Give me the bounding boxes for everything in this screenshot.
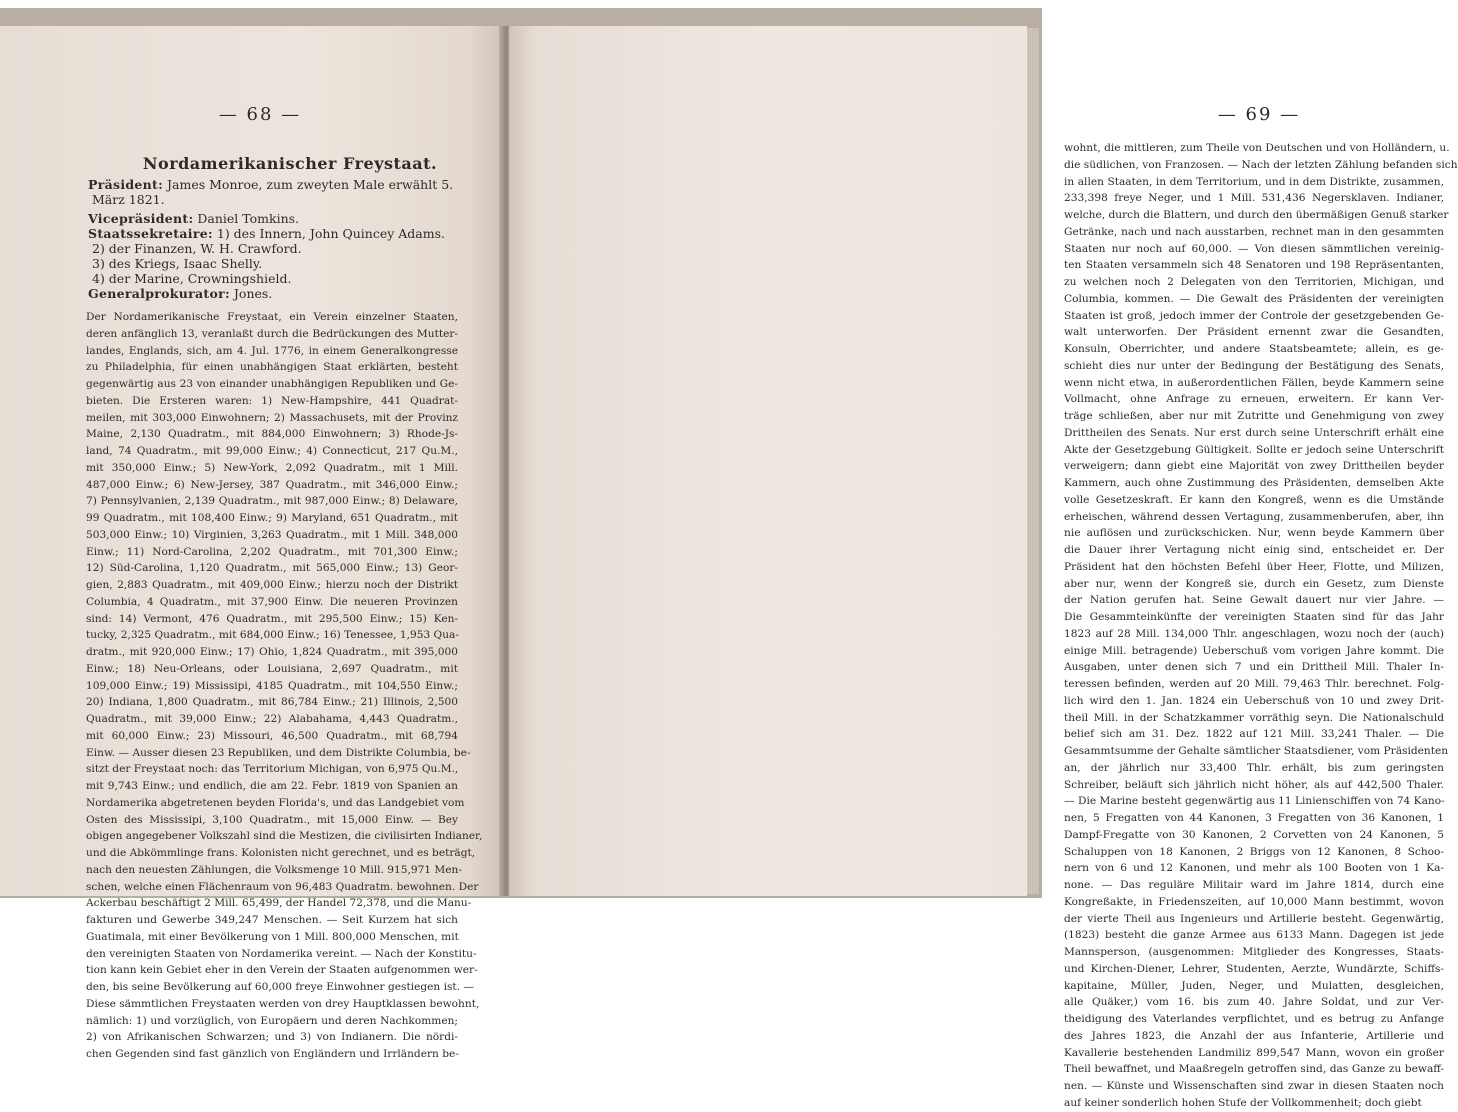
text-line: wohnt, die mittleren, zum Theile von Deutschen und von Holländern, u. — [1064, 142, 1450, 154]
text-line: Staaten ist groß, jedoch immer der Controle der gesetzgebenden Ge- — [1064, 309, 1444, 322]
text-line: gegenwärtig aus 23 von einander unabhängigen Republiken und Ge- — [86, 378, 458, 390]
text-line: Einw. — Ausser diesen 23 Republiken, und dem Distrikte Columbia, be- — [86, 746, 471, 759]
text-line: des Jahres 1823, die Anzahl der aus Infanterie, Artillerie und — [1064, 1029, 1444, 1042]
text-line: theidigung des Vaterlandes verpflichtet, und es betrug zu Anfange — [1064, 1013, 1444, 1025]
text-line: nämlich: 1) und vorzüglich, von Europäern und deren Nachkommen; — [86, 1014, 458, 1027]
text-line: Kavallerie bestehenden Landmiliz 899,547 Mann, wovon ein großer — [1064, 1046, 1444, 1059]
text-line: der vierte Theil aus Ingenieurs und Artillerie besteht. Gegenwärtig, — [1064, 912, 1444, 925]
text-line: 2) von Afrikanischen Schwarzen; und 3) von Indianern. Die nördi- — [86, 1031, 458, 1044]
text-line: zu welchen noch 2 Delegaten von den Territorien, Michigan, und — [1064, 276, 1444, 288]
text-line: fakturen und Gewerbe 349,247 Menschen. — Seit Kurzem hat sich — [86, 914, 458, 926]
text-line: nie auflösen und zurückschicken. Nur, wenn beyde Kammern über — [1064, 527, 1444, 540]
text-line: verweigern; dann giebt eine Majorität von zwey Drittheilen beyder — [1064, 460, 1444, 473]
text-line: Konsuln, Oberrichter, und andere Staatsbeamtete; allein, es ge- — [1064, 343, 1444, 355]
text-line: chen Gegenden sind fast gänzlich von Engländern und Irrländern be- — [86, 1048, 459, 1060]
text-line: Dampf-Fregatte von 30 Kanonen, 2 Corvetten von 24 Kanonen, 5 — [1064, 828, 1444, 841]
text-line: teressen befinden, werden auf 20 Mill. 79,463 Thlr. berechnet. Folg- — [1064, 678, 1444, 690]
right-body-text — [1064, 140, 1458, 1112]
text-line: schieht dies nur unter der Bedingung der Bestätigung des Senats, — [1064, 359, 1444, 372]
page-number-69: — 69 — — [1217, 104, 1301, 125]
text-line: Maine, 2,130 Quadratm., mit 884,000 Einwohnern; 3) Rhode-Js- — [86, 428, 458, 441]
official-role: Staatssekretaire: — [88, 226, 213, 241]
text-line: sind: 14) Vermont, 476 Quadratm., mit 295,500 Einw.; 15) Ken- — [86, 612, 458, 625]
text-line: mit 350,000 Einw.; 5) New-York, 2,092 Quadratm., mit 1 Mill. — [86, 461, 458, 474]
text-line: dratm., mit 920,000 Einw.; 17) Ohio, 1,824 Quadratm., mit 395,000 — [86, 646, 458, 658]
text-line: Ausgaben, unter denen sich 7 und ein Drittheil Mill. Thaler In- — [1064, 661, 1444, 674]
text-line: den vereinigten Staaten von Nordamerika vereint. — Nach der Konstitu- — [86, 947, 477, 960]
text-line: Drittheilen des Senats. Nur erst durch seine Unterschrift erhält eine — [1064, 426, 1444, 439]
text-line: 109,000 Einw.; 19) Mississipi, 4185 Quadratm., mit 104,550 Einw.; — [86, 679, 458, 692]
text-line: ten Staaten versammeln sich 48 Senatoren und 198 Repräsentanten, — [1064, 259, 1444, 272]
page-number-68: — 68 — — [218, 104, 302, 125]
text-line: lich wird den 1. Jan. 1824 ein Ueberschuß von 10 und zwey Drit- — [1064, 694, 1444, 707]
text-line: die südlichen, von Franzosen. — Nach der letzten Zählung befanden sich — [1064, 158, 1458, 171]
page-edges — [1027, 28, 1039, 894]
text-line: 99 Quadratm., mit 108,400 Einw.; 9) Maryland, 651 Quadratm., mit — [86, 512, 458, 524]
official-name: Daniel Tomkins. — [197, 211, 300, 226]
text-line: Gesammtsumme der Gehalte sämtlicher Staatsdiener, vom Präsidenten — [1064, 745, 1449, 757]
official-name: 3) des Kriegs, Isaac Shelly. — [92, 256, 263, 271]
text-line: schen, welche einen Flächenraum von 96,483 Quadratm. bewohnen. Der — [86, 880, 479, 893]
text-line: mit 9,743 Einw.; und endlich, die am 22. Febr. 1819 von Spanien an — [86, 780, 458, 792]
text-line: bieten. Die Ersteren waren: 1) New-Hampshire, 441 Quadrat- — [86, 394, 458, 407]
text-line: Schaluppen von 18 Kanonen, 2 Briggs von 12 Kanonen, 8 Schoo- — [1064, 845, 1444, 858]
text-line: nen. — Künste und Wissenschaften sind zwar in diesen Staaten noch — [1064, 1080, 1444, 1092]
text-line: der Nation gerufen hat. Seine Gewalt dauert nur vier Jahre. — — [1064, 594, 1444, 607]
text-line: obigen angegebener Volkszahl sind die Mestizen, die civilisirten Indianer, — [86, 830, 483, 843]
text-line: Vollmacht, ohne Anfrage zu erneuen, erweitern. Er kann Ver- — [1064, 393, 1444, 406]
text-line: Theil bewaffnet, und Maaßregeln getroffen sind, das Ganze zu bewaff- — [1064, 1063, 1444, 1076]
official-name: James Monroe, zum zweyten Male erwählt 5. — [167, 177, 454, 192]
text-line: aber nur, wenn der Kongreß sie, durch ein Gesetz, zum Dienste — [1064, 577, 1444, 590]
text-line: deren anfänglich 13, veranlaßt durch die Bedrückungen des Mutter- — [86, 327, 458, 340]
text-line: Kongreßakte, in Friedenszeiten, auf 10,000 Mann bestimmt, wovon — [1064, 895, 1444, 908]
text-line: Ackerbau beschäftigt 2 Mill. 65,499, der Handel 72,378, und die Manu- — [86, 897, 472, 910]
open-book — [0, 8, 1458, 1109]
text-line: an, der jährlich nur 33,400 Thlr. erhält, bis zum geringsten — [1064, 761, 1444, 774]
official-name: 2) der Finanzen, W. H. Crawford. — [92, 241, 302, 256]
text-line: und Kirchen-Diener, Lehrer, Studenten, Aerzte, Wundärzte, Schiffs- — [1064, 962, 1444, 975]
text-line: und die Abkömmlinge frans. Kolonisten nicht gerechnet, und es beträgt, — [86, 847, 476, 859]
text-line: welche, durch die Blattern, und durch den übermäßigen Genuß starker — [1064, 209, 1449, 221]
left-body-text — [86, 309, 483, 1063]
text-line: (1823) besteht die ganze Armee aus 6133 Mann. Dagegen ist jede — [1064, 929, 1444, 942]
text-line: Columbia, 4 Quadratm., mit 37,900 Einw. Die neueren Provinzen — [86, 595, 458, 608]
text-line: — Die Marine besteht gegenwärtig aus 11 Linienschiffen von 74 Kano- — [1064, 795, 1445, 808]
text-line: 7) Pennsylvanien, 2,139 Quadratm., mit 987,000 Einw.; 8) Delaware, — [86, 495, 458, 508]
text-line: nach den neuesten Zählungen, die Volksmenge 10 Mill. 915,971 Men- — [86, 863, 462, 876]
text-line: 233,398 freye Neger, und 1 Mill. 531,436 Negersklaven. Indianer, — [1064, 192, 1444, 205]
text-line: Einw.; 11) Nord-Carolina, 2,202 Quadratm., mit 701,300 Einw.; — [86, 545, 458, 558]
official-role: Präsident: — [88, 177, 164, 192]
text-line: einige Mill. betragende) Ueberschuß vom vorigen Jahre kommt. Die — [1064, 644, 1444, 657]
text-line: Schreiber, beläuft sich jährlich nicht höher, als auf 442,500 Thaler. — [1064, 778, 1444, 791]
official-name: März 1821. — [92, 192, 165, 207]
text-line: land, 74 Quadratm., mit 99,000 Einw.; 4) Connecticut, 217 Qu.M., — [86, 445, 458, 457]
text-line: Osten des Mississipi, 3,100 Quadratm., mit 15,000 Einw. — Bey — [86, 813, 458, 826]
text-line: Präsident hat den höchsten Befehl über Heer, Flotte, und Milizen, — [1064, 560, 1444, 573]
text-line: in allen Staaten, in dem Territorium, und in dem Distrikte, zusammen, — [1064, 175, 1444, 188]
text-line: zu Philadelphia, für einen unabhängigen Staat erklärten, besteht — [86, 361, 458, 374]
text-line: Kammern, auch ohne Zustimmung des Präsidenten, demselben Akte — [1064, 477, 1444, 489]
text-line: volle Gesetzeskraft. Er kann den Kongreß, wenn es die Umstände — [1064, 493, 1444, 506]
text-line: 1823 auf 28 Mill. 134,000 Thlr. angeschlagen, wozu noch der (auch) — [1064, 627, 1444, 640]
text-line: 487,000 Einw.; 6) New-Jersey, 387 Quadratm., mit 346,000 Einw.; — [86, 478, 458, 491]
text-line: Guatimala, mit einer Bevölkerung von 1 Mill. 800,000 Menschen, mit — [86, 930, 459, 943]
text-line: Columbia, kommen. — Die Gewalt des Präsidenten der vereinigten — [1064, 292, 1444, 305]
text-line: Nordamerika abgetretenen beyden Florida's, und das Landgebiet vom — [86, 796, 465, 809]
text-line: Mannsperson, (ausgenommen: Mitglieder des Kongresses, Staats- — [1064, 946, 1444, 958]
text-line: gien, 2,883 Quadratm., mit 409,000 Einw.; hierzu noch der Distrikt — [86, 579, 458, 591]
text-line: meilen, mit 303,000 Einwohnern; 2) Massachusets, mit der Provinz — [86, 411, 458, 424]
official-row — [88, 191, 492, 208]
text-line: belief sich am 31. Dez. 1822 auf 121 Mill. 33,241 Thaler. — Die — [1064, 728, 1444, 741]
text-line: nern von 6 und 12 Kanonen, und mehr als 100 Booten von 1 Ka- — [1064, 862, 1444, 875]
official-name: 4) der Marine, Crowningshield. — [92, 271, 292, 286]
text-line: walt unterworfen. Der Präsident ernennt zwar die Gesandten, — [1064, 326, 1444, 339]
official-row — [88, 285, 488, 302]
text-line: den, bis seine Bevölkerung auf 60,000 freye Einwohner gestiegen ist. — — [86, 981, 475, 993]
text-line: theil Mill. in der Schatzkammer vorräthig seyn. Die Nationalschuld — [1064, 711, 1444, 724]
text-line: nen, 5 Fregatten von 44 Kanonen, 3 Fregatten von 36 Kanonen, 1 — [1064, 812, 1444, 824]
text-line: landes, Englands, sich, am 4. Jul. 1776, in einem Generalkongresse — [86, 344, 458, 357]
text-line: wenn nicht etwa, in außerordentlichen Fällen, beyde Kammern seine — [1064, 376, 1444, 389]
section-heading: Nordamerikanischer Freystaat. — [142, 154, 438, 173]
text-line: Getränke, nach und nach ausstarben, rechnet man in den gesammten — [1064, 225, 1444, 238]
text-line: mit 60,000 Einw.; 23) Missouri, 46,500 Quadratm., mit 68,794 — [86, 729, 458, 742]
official-name: Jones. — [233, 286, 273, 301]
text-line: alle Quäker,) vom 16. bis zum 40. Jahre Soldat, und zur Ver- — [1064, 996, 1444, 1009]
text-line: Staaten nur noch auf 60,000. — Von diesen sämmtlichen vereinig- — [1064, 242, 1444, 255]
text-line: kapitaine, Müller, Juden, Neger, und Mulatten, desgleichen, — [1064, 979, 1444, 992]
right-page — [509, 26, 1458, 1109]
text-line: sitzt der Freystaat noch: das Territorium Michigan, von 6,975 Qu.M., — [86, 763, 459, 776]
text-line: Diese sämmtlichen Freystaaten werden von drey Hauptklassen bewohnt, — [86, 997, 480, 1010]
text-line: die Dauer ihrer Vertagung nicht einig sind, entscheidet er. Der — [1064, 544, 1444, 556]
left-page — [0, 26, 503, 1060]
text-line: Quadratm., mit 39,000 Einw.; 22) Alabahama, 4,443 Quadratm., — [86, 713, 458, 725]
text-line: 503,000 Einw.; 10) Virginien, 3,263 Quadratm., mit 1 Mill. 348,000 — [86, 528, 458, 541]
official-role: Generalprokurator: — [88, 286, 230, 301]
text-line: none. — Das reguläre Militair ward im Jahre 1814, durch eine — [1064, 879, 1444, 891]
text-line: erheischen, während dessen Vertagung, zusammenberufen, aber, ihn — [1064, 510, 1444, 523]
text-line: 12) Süd-Carolina, 1,120 Quadratm., mit 565,000 Einw.; 13) Geor- — [86, 562, 458, 575]
text-line: Der Nordamerikanische Freystaat, ein Verein einzelner Staaten, — [86, 311, 458, 323]
text-line: Die Gesammteinkünfte der vereinigten Staaten sind für das Jahr — [1064, 611, 1444, 623]
text-line: auf keiner sonderlich hohen Stufe der Vollkommenheit; doch giebt — [1064, 1096, 1422, 1109]
text-line: träge schließen, aber nur mit Zutritte und Genehmigung von zwey — [1064, 410, 1444, 422]
text-line: 20) Indiana, 1,800 Quadratm., mit 86,784 Einw.; 21) Illinois, 2,500 — [86, 696, 458, 709]
official-name: 1) des Innern, John Quincey Adams. — [216, 226, 445, 241]
text-line: Einw.; 18) Neu-Orleans, oder Louisiana, 2,697 Quadratm., mit — [86, 662, 458, 675]
text-line: tion kann kein Gebiet eher in den Verein der Staaten aufgenommen wer- — [86, 964, 478, 977]
text-line: Akte der Gesetzgebung Gültigkeit. Sollte er jedoch seine Unterschrift — [1064, 443, 1444, 456]
official-role: Vicepräsident: — [88, 211, 194, 226]
text-line: tucky, 2,325 Quadratm., mit 684,000 Einw.; 16) Tenessee, 1,953 Qua- — [86, 629, 459, 642]
